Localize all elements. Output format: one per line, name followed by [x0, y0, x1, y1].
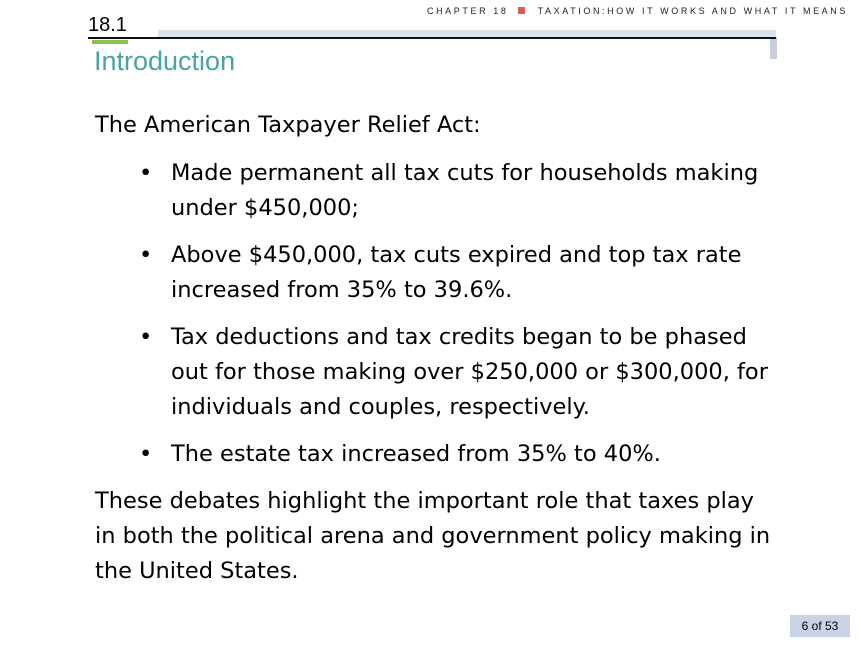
chapter-title: TAXATION:HOW IT WORKS AND WHAT IT MEANS [537, 6, 848, 16]
header-rule [88, 37, 776, 39]
bullet-text: Above $450,000, tax cuts expired and top tax rate increased from 35% to 39.6%. [171, 242, 742, 303]
square-bullet-icon [518, 7, 525, 14]
closing-text: These debates highlight the important role that taxes play in both the political arena and government policy making in the United States. [95, 488, 771, 584]
slide-title: Introduction [94, 46, 236, 76]
bullet-dot-icon: • [139, 324, 153, 350]
bullet-dot-icon: • [139, 160, 153, 186]
bullet-item [95, 320, 775, 425]
bullet-item [95, 437, 775, 472]
slide-content [95, 108, 775, 589]
bullet-list [95, 156, 775, 472]
bullet-text: The estate tax increased from 35% to 40%. [171, 441, 661, 467]
bullet-item [95, 156, 775, 226]
chapter-header [427, 6, 848, 16]
header-rule-shadow-edge [770, 37, 777, 59]
bullet-dot-icon: • [139, 441, 153, 467]
bullet-item [95, 238, 775, 308]
header-rule-shadow [158, 30, 776, 37]
chapter-label: CHAPTER 18 [426, 6, 509, 16]
section-number: 18.1 [88, 14, 127, 36]
page-counter: 6 of 53 [790, 615, 850, 637]
bullet-text: Made permanent all tax cuts for households making under $450,000; [171, 160, 759, 221]
bullet-text: Tax deductions and tax credits began to be phased out for those making over $250,000 or $300,000, for individuals and couples, respectively. [171, 324, 768, 420]
bullet-dot-icon: • [139, 242, 153, 268]
intro-text: The American Taxpayer Relief Act: [95, 112, 481, 138]
section-number-underline [92, 40, 128, 44]
